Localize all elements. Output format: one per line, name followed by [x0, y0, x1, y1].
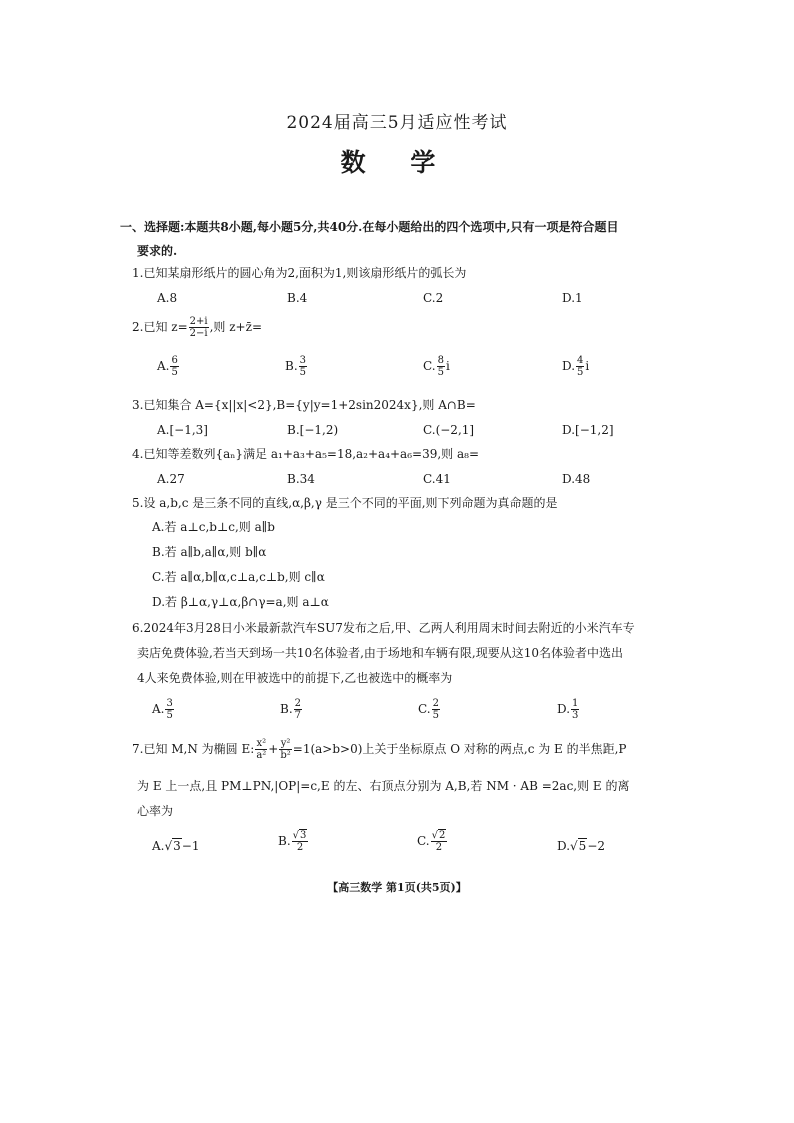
q7-option-a: [152, 838, 199, 854]
exam-subject: 数 学: [340, 148, 454, 177]
q7-c-label: C.: [417, 834, 430, 848]
q3-stem: 3.已知集合 A={x||x|<2},B={y|y=1+2sin2024x},则 A∩B=: [132, 398, 476, 412]
q7-a-sqrt-sign: √: [164, 839, 173, 853]
section-heading-line2: 要求的.: [137, 244, 178, 258]
q2-a-label: A.: [157, 359, 170, 373]
q2-d-den: 5: [577, 367, 584, 378]
q2-option-d: [562, 355, 589, 378]
q7-d-label: D.: [557, 839, 571, 853]
q6-stem-line2: 卖店免费体验,若当天到场一共10名体验者,由于场地和车辆有限,现要从这10名体验者中选出: [137, 646, 623, 660]
q6-d-label: D.: [557, 702, 571, 716]
q2-b-frac: [299, 355, 307, 378]
q2-d-frac: [576, 355, 584, 378]
q6-a-label: A.: [152, 702, 165, 716]
q7-a-sqrt: [164, 838, 181, 854]
q7-d-sqrt-sign: √: [570, 839, 578, 853]
q4-option-a: A.27: [157, 472, 185, 486]
q7-line1-suffix: =1(a>b>0)上关于坐标原点 O 对称的两点,c 为 E 的半焦距,P: [292, 742, 627, 756]
q7-a2: a²: [256, 750, 267, 761]
q6-option-a: [152, 698, 175, 721]
q2-a-num: 6: [171, 355, 178, 366]
q2-stem: [132, 316, 262, 339]
q2-a-frac: [170, 355, 178, 378]
q6-d-frac: [571, 698, 579, 721]
q6-option-d: [557, 698, 580, 721]
q6-c-label: C.: [418, 702, 431, 716]
q1-option-a: A.8: [157, 291, 178, 305]
q3-option-c: C.(−2,1]: [423, 423, 475, 437]
q6-stem-line3: 4人来免费体验,则在甲被选中的前提下,乙也被选中的概率为: [137, 671, 453, 685]
q4-option-b: B.34: [287, 472, 315, 486]
q2-frac-den: 2−i: [189, 328, 208, 339]
q7-c-den: 2: [435, 842, 443, 853]
q2-c-frac: [437, 355, 445, 378]
q7-b-label: B.: [278, 834, 291, 848]
q7-b2: b²: [280, 750, 291, 761]
q2-d-suffix: i: [585, 359, 590, 373]
q2-option-a: [157, 355, 180, 378]
q7-b-num: [292, 830, 309, 842]
q6-a-frac: [165, 698, 173, 721]
q5-option-b: B.若 a∥b,a∥α,则 b∥α: [152, 545, 267, 559]
q6-b-den: 7: [294, 710, 302, 721]
q2-stem-prefix: 2.已知 z=: [132, 320, 188, 334]
q7-a-suffix: −1: [181, 839, 200, 853]
q6-option-c: [418, 698, 441, 721]
q3-option-d: D.[−1,2]: [562, 423, 614, 437]
q7-c-sqrt-sign: √: [431, 830, 438, 841]
q6-a-den: 5: [166, 710, 173, 721]
q4-option-c: C.41: [423, 472, 451, 486]
q2-frac-num: 2+i: [189, 316, 208, 327]
q2-c-den: 5: [437, 367, 444, 378]
q1-option-d: D.1: [562, 291, 583, 305]
q2-option-c: [423, 355, 450, 378]
q7-option-c: [417, 830, 448, 853]
q5-option-a: A.若 a⊥c,b⊥c,则 a∥b: [152, 520, 275, 534]
q2-c-num: 8: [437, 355, 444, 366]
q7-c-frac: [431, 830, 448, 853]
q7-x2: x²: [256, 738, 267, 749]
q2-c-label: C.: [423, 359, 436, 373]
q2-b-label: B.: [285, 359, 298, 373]
q7-b-den: 2: [296, 842, 304, 853]
exam-title: 2024届高三5月适应性考试: [286, 113, 508, 133]
q2-d-label: D.: [562, 359, 576, 373]
q1-stem: 1.已知某扇形纸片的圆心角为2,面积为1,则该扇形纸片的弧长为: [132, 266, 467, 280]
q6-option-b: [280, 698, 303, 721]
q7-frac-y: [279, 738, 291, 761]
q6-c-num: 2: [432, 698, 439, 709]
q7-option-b: [278, 830, 309, 853]
q2-d-num: 4: [577, 355, 584, 366]
q7-frac-x: [255, 738, 267, 761]
q2-b-num: 3: [299, 355, 307, 366]
q6-b-label: B.: [280, 702, 293, 716]
q7-stem-line2: 为 E 上一点,且 PM⊥PN,|OP|=c,E 的左、右顶点分别为 A,B,若 NM · AB =2ac,则 E 的离: [137, 779, 630, 793]
q7-d-rad: 5: [578, 839, 587, 853]
q7-option-d: [557, 838, 605, 854]
q7-line1-prefix: 7.已知 M,N 为椭圆 E:: [132, 742, 255, 756]
q7-stem-line1: [132, 738, 627, 761]
q7-a-rad: 3: [173, 839, 181, 853]
q7-stem-line3: 心率为: [137, 804, 174, 818]
q6-b-num: 2: [294, 698, 302, 709]
q3-option-a: A.[−1,3]: [157, 423, 208, 437]
q4-option-d: D.48: [562, 472, 591, 486]
q7-b-frac: [292, 830, 309, 853]
q5-option-d: D.若 β⊥α,γ⊥α,β∩γ=a,则 a⊥α: [152, 595, 329, 609]
q2-fraction: [189, 316, 209, 339]
q7-plus: +: [268, 742, 279, 756]
q7-b-rad: 3: [300, 830, 307, 841]
q4-stem: 4.已知等差数列{aₙ}满足 a₁+a₃+a₅=18,a₂+a₄+a₆=39,则 a₈=: [132, 447, 479, 461]
q2-c-suffix: i: [445, 359, 450, 373]
q5-option-c: C.若 a∥α,b∥α,c⊥a,c⊥b,则 c∥α: [152, 570, 325, 584]
q1-option-b: B.4: [287, 291, 308, 305]
q6-stem-line1: 6.2024年3月28日小米最新款汽车SU7发布之后,甲、乙两人利用周末时间去附近的小米汽车专: [132, 621, 635, 635]
page-footer: 【高三数学 第1页(共5页)】: [327, 881, 467, 894]
q6-a-num: 3: [166, 698, 173, 709]
q7-d-sqrt: [570, 838, 587, 854]
q7-c-num: [431, 830, 448, 842]
q7-d-suffix: −2: [587, 839, 606, 853]
q7-b-sqrt-sign: √: [292, 830, 300, 841]
q6-d-den: 3: [572, 710, 579, 721]
q7-a-label: A.: [152, 839, 165, 853]
q6-c-den: 5: [432, 710, 439, 721]
q2-option-b: [285, 355, 308, 378]
q3-option-b: B.[−1,2): [287, 423, 339, 437]
q1-option-c: C.2: [423, 291, 444, 305]
q2-stem-suffix: ,则 z+z̄=: [209, 320, 262, 334]
q2-a-den: 5: [171, 367, 178, 378]
q6-d-num: 1: [572, 698, 579, 709]
q2-b-den: 5: [299, 367, 307, 378]
section-heading-line1: 一、选择题:本题共8小题,每小题5分,共40分.在每小题给出的四个选项中,只有一项是符合题目: [120, 220, 619, 234]
q6-b-frac: [294, 698, 302, 721]
q7-c-rad: 2: [438, 830, 446, 841]
q7-y2: y²: [280, 738, 291, 749]
q6-c-frac: [432, 698, 440, 721]
q5-stem: 5.设 a,b,c 是三条不同的直线,α,β,γ 是三个不同的平面,则下列命题为真命题的是: [132, 496, 558, 510]
